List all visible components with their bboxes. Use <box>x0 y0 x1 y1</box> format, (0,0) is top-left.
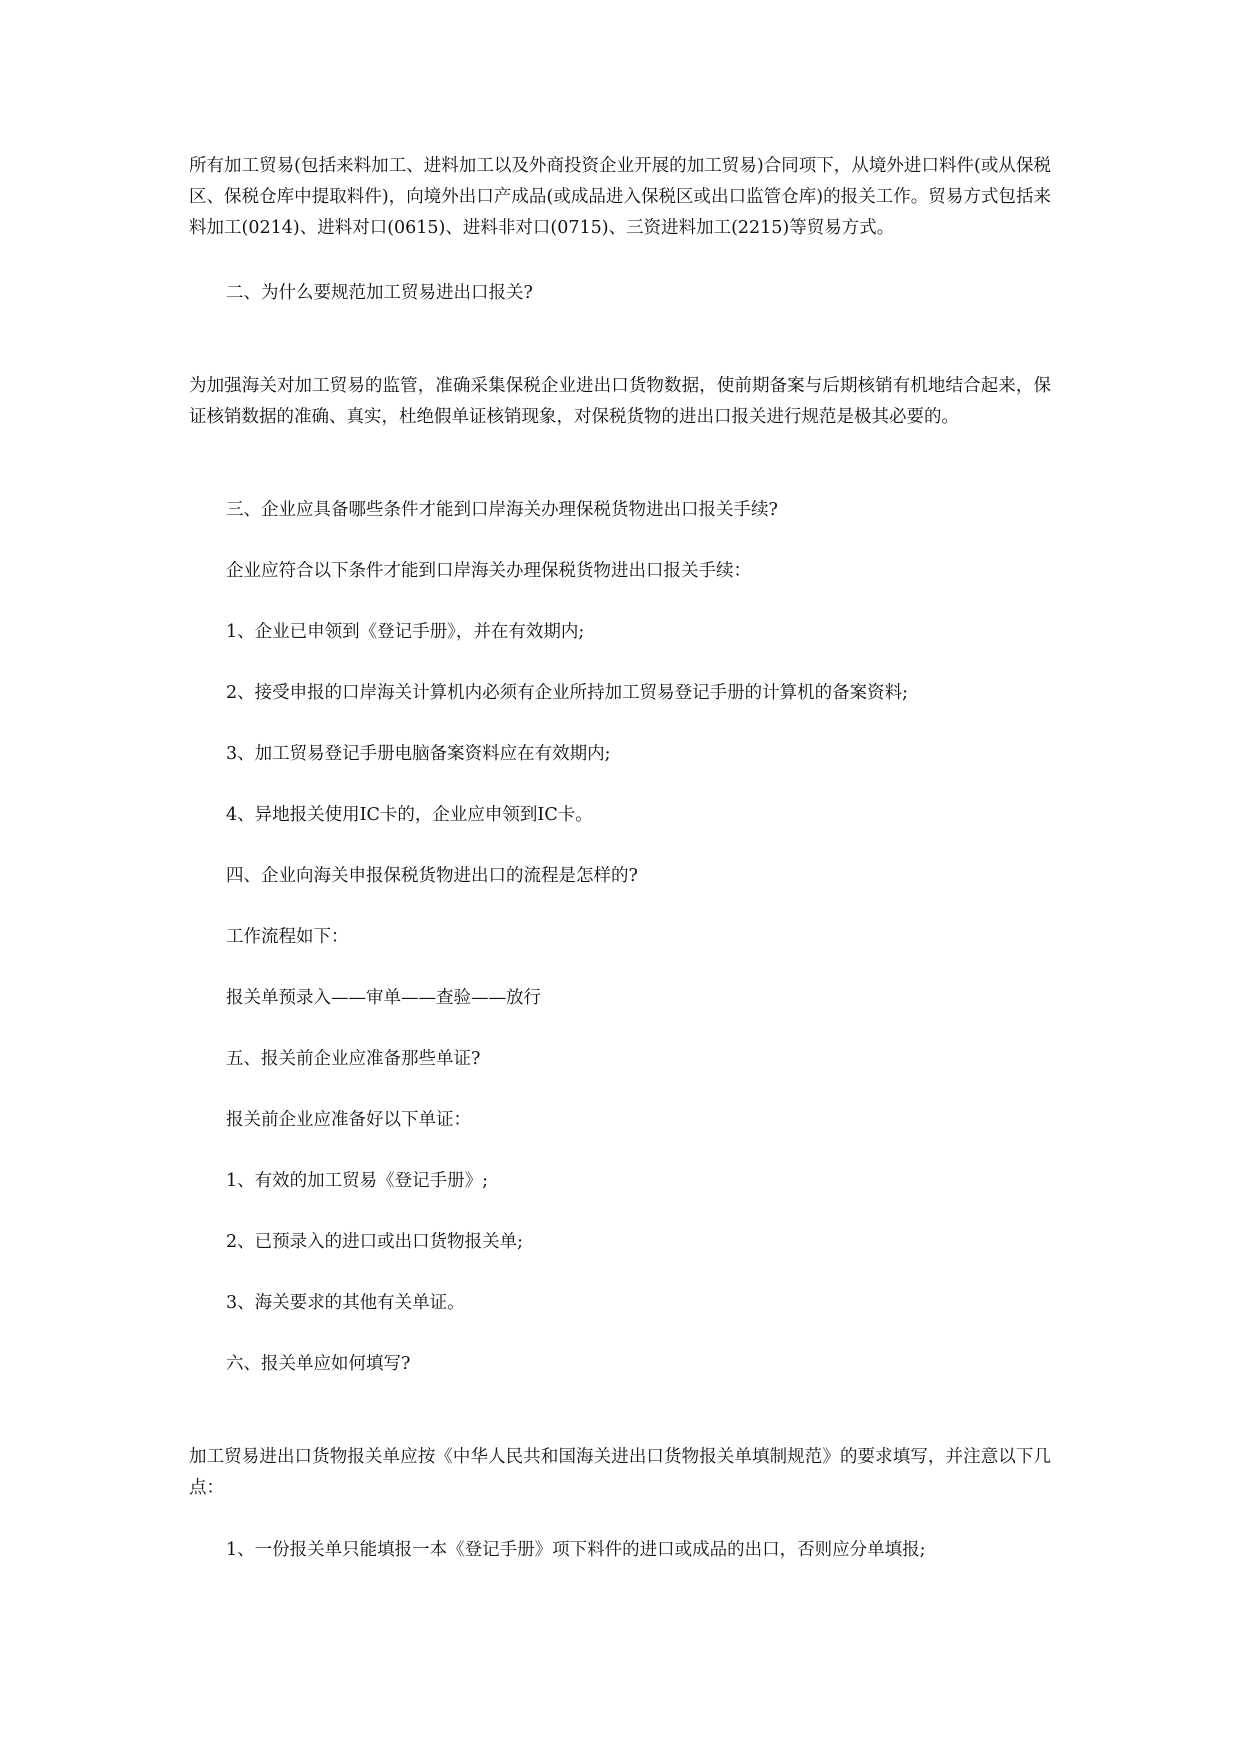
heading-section-2: 二、为什么要规范加工贸易进出口报关? <box>226 283 533 303</box>
list-item-document-1: 1、有效的加工贸易《登记手册》; <box>226 1171 489 1191</box>
paragraph-conditions-intro: 企业应符合以下条件才能到口岸海关办理保税货物进出口报关手续： <box>226 561 751 581</box>
list-item-filling-1: 1、一份报关单只能填报一本《登记手册》项下料件的进口或成品的出口，否则应分单填报; <box>226 1540 926 1560</box>
heading-section-5: 五、报关前企业应准备那些单证? <box>226 1049 481 1069</box>
list-item-condition-4: 4、异地报关使用IC卡的，企业应申领到IC卡。 <box>226 805 593 825</box>
list-item-document-2: 2、已预录入的进口或出口货物报关单; <box>226 1232 524 1252</box>
list-item-document-3: 3、海关要求的其他有关单证。 <box>226 1293 465 1313</box>
heading-section-6: 六、报关单应如何填写? <box>226 1354 411 1374</box>
paragraph-documents-intro: 报关前企业应准备好以下单证： <box>226 1110 471 1130</box>
heading-section-3: 三、企业应具备哪些条件才能到口岸海关办理保税货物进出口报关手续? <box>226 500 778 520</box>
list-item-condition-1: 1、企业已申领到《登记手册》，并在有效期内; <box>226 622 585 642</box>
paragraph-why-regulate: 为加强海关对加工贸易的监管，准确采集保税企业进出口货物数据，使前期备案与后期核销有机地结合起来，保证核销数据的准确、真实，杜绝假单证核销现象，对保税货物的进出口报关进行规范是极其必要的。 <box>189 376 1051 427</box>
list-item-condition-2: 2、接受申报的口岸海关计算机内必须有企业所持加工贸易登记手册的计算机的备案资料; <box>226 683 909 703</box>
heading-section-4: 四、企业向海关申报保税货物进出口的流程是怎样的? <box>226 866 638 886</box>
list-item-condition-3: 3、加工贸易登记手册电脑备案资料应在有效期内; <box>226 744 611 764</box>
paragraph-workflow-intro: 工作流程如下： <box>226 927 349 947</box>
paragraph-scope: 所有加工贸易(包括来料加工、进料加工以及外商投资企业开展的加工贸易)合同项下，从境外进口料件(或从保税区、保税仓库中提取料件)，向境外出口产成品(或成品进入保税区或出口监管仓库)的报关工作。贸易方式包括来料加工(0214)、进料对口(0615)、进料非对口(0715)、三资进料加工(2215)等贸易方式。 <box>189 156 1051 238</box>
paragraph-workflow-steps: 报关单预录入——审单——查验——放行 <box>226 988 541 1008</box>
paragraph-filling-intro: 加工贸易进出口货物报关单应按《中华人民共和国海关进出口货物报关单填制规范》的要求填写，并注意以下几点： <box>189 1447 1051 1498</box>
